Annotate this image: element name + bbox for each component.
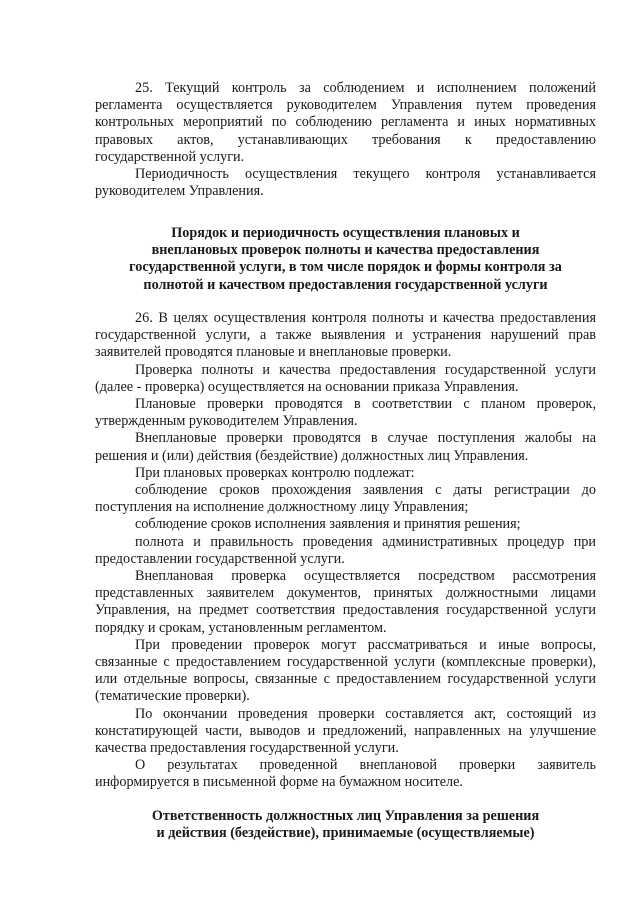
- paragraph: 26. В целях осуществления контроля полноты и качества предоставления государственной услуги, а также выявления и устранения нарушений прав заявителей проводятся плановые и внеплановые проверки.: [95, 310, 596, 361]
- section-26: [95, 310, 596, 792]
- paragraph: Периодичность осуществления текущего контроля устанавливается руководителем Управления.: [95, 166, 596, 200]
- paragraph: Внеплановая проверка осуществляется посредством рассмотрения представленных заявителем документов, принятых должностными лицами Управления, на предмет соответствия предоставления государственной услуги порядку и срокам, установленным регламентом.: [95, 568, 596, 636]
- heading-line: внеплановых проверок полноты и качества предоставления: [151, 242, 540, 259]
- paragraph: Проверка полноты и качества предоставления государственной услуги (далее - проверка) осуществляется на основании приказа Управления.: [95, 361, 596, 395]
- heading-control-procedure: [95, 225, 596, 294]
- heading-line: полнотой и качеством предоставления государственной услуги: [143, 276, 548, 293]
- paragraph: При проведении проверок могут рассматриваться и иные вопросы, связанные с предоставлением государственной услуги (комплексные проверки), или отдельные вопросы, связанные с предоставлением государственной услуги (тематические проверки).: [95, 636, 596, 705]
- paragraph: По окончании проведения проверки составляется акт, состоящий из констатирующей части, выводов и предложений, направленных на улучшение качества предоставления государственной услуги.: [95, 705, 596, 757]
- heading-responsibility: [95, 808, 596, 842]
- paragraph: О результатах проведенной внеплановой проверки заявитель информируется в письменной форме на бумажном носителе.: [95, 757, 596, 791]
- section-25: [95, 80, 596, 200]
- paragraph: соблюдение сроков исполнения заявления и принятия решения;: [135, 516, 521, 533]
- paragraph: соблюдение сроков прохождения заявления с даты регистрации до поступления на исполнение должностному лицу Управления;: [95, 482, 596, 516]
- heading-line: Порядок и периодичность осуществления плановых и: [171, 225, 520, 241]
- paragraph: Плановые проверки проводятся в соответствии с планом проверок, утвержденным руководителем Управления.: [95, 396, 596, 430]
- paragraph: 25. Текущий контроль за соблюдением и исполнением положений регламента осуществляется руководителем Управления путем проведения контрольных мероприятий по соблюдению регламента и иных нормативных правовых актов, устанавливающих требования к предоставлению государственной услуги.: [95, 80, 596, 165]
- paragraph: Внеплановые проверки проводятся в случае поступления жалобы на решения и (или) действия (бездействие) должностных лиц Управления.: [95, 430, 596, 464]
- paragraph: полнота и правильность проведения административных процедур при предоставлении государственной услуги.: [95, 533, 596, 567]
- heading-line: государственной услуги, в том числе порядок и формы контроля за: [129, 259, 562, 276]
- heading-line: Ответственность должностных лиц Управления за решения: [151, 808, 540, 824]
- paragraph: При плановых проверках контролю подлежат:: [135, 464, 415, 481]
- heading-line: и действия (бездействие), принимаемые (осуществляемые): [156, 825, 535, 842]
